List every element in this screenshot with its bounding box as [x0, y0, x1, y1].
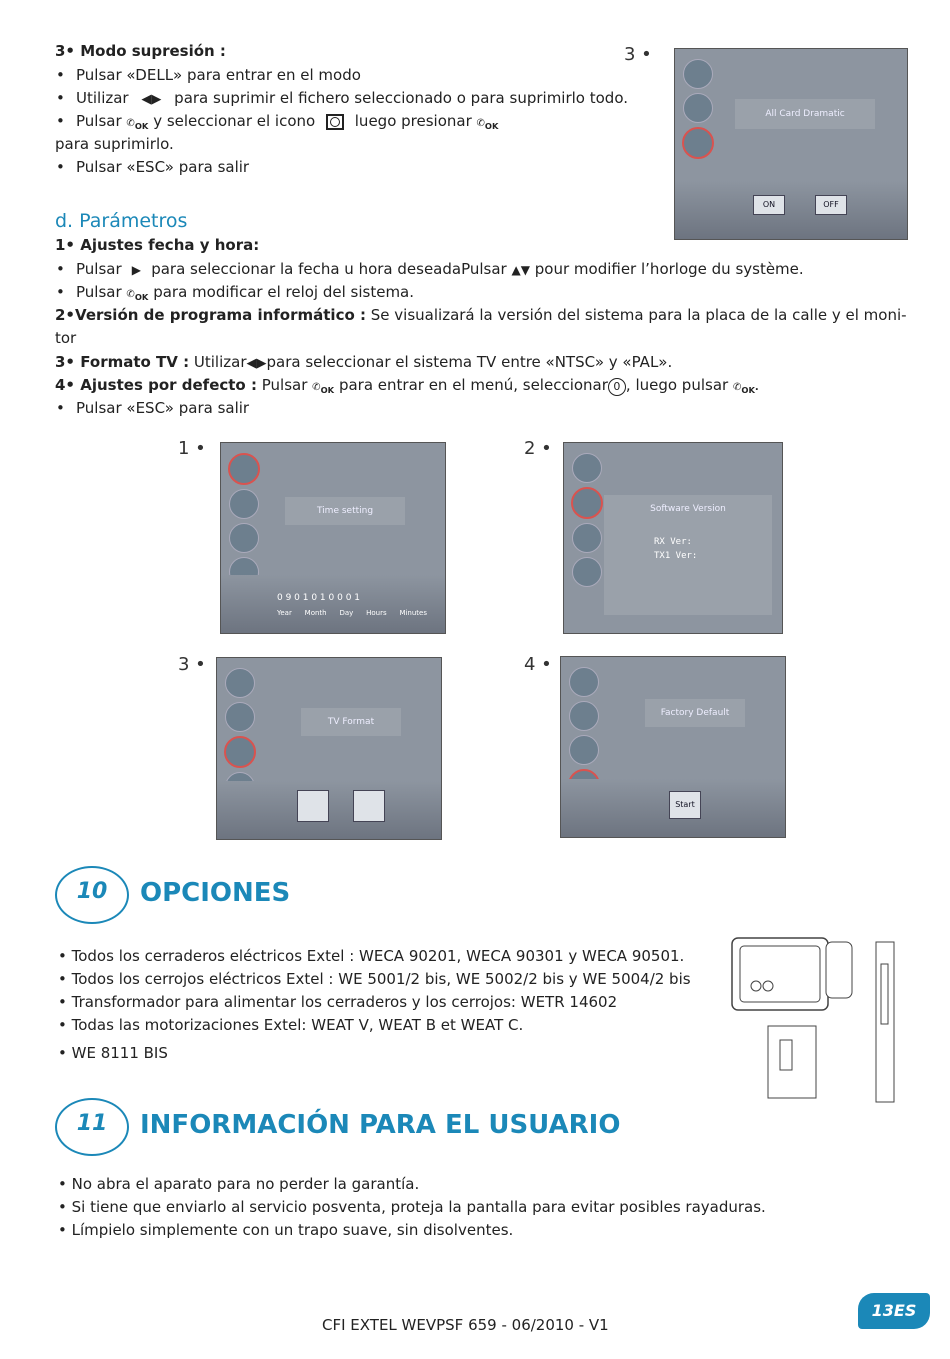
params-b3: • Pulsar «ESC» para salir: [76, 399, 249, 417]
tv-icon: [224, 736, 256, 768]
col-minutes: Minutes: [399, 609, 427, 617]
footer-text: CFI EXTEL WEVPSF 659 - 06/2010 - V1: [322, 1316, 609, 1334]
screen-title: All Card Dramatic: [735, 99, 875, 129]
info-item-1: • No abra el aparato para no perder la garantía.: [58, 1175, 420, 1193]
screen-delete-mode: [674, 48, 908, 240]
params-h2-text: Se visualizará la versión del sistema para la placa de la calle y el moni-: [370, 306, 907, 324]
opciones-item-2: • Todos los cerrojos eléctricos Extel : WE 5001/2 bis, WE 5002/2 bis y WE 5004/2 bis: [58, 970, 691, 988]
supr-l3b: y seleccionar el icono: [153, 112, 316, 130]
col-month: Month: [304, 609, 327, 617]
pal-button[interactable]: [353, 790, 385, 822]
section-11-number: 11: [76, 1111, 108, 1136]
ok-phone-icon: $✆_{OK}$: [312, 382, 335, 395]
supr-l2a: Utilizar: [76, 89, 129, 107]
off-button[interactable]: OFF: [815, 195, 847, 215]
electric-lock-illustration: [726, 924, 916, 1106]
screen1-label: 1 •: [178, 438, 206, 459]
params-h4-text2: para entrar en el menú, seleccionar: [338, 376, 608, 394]
calendar-icon: [683, 93, 713, 123]
rx-version: RX Ver:: [654, 537, 692, 547]
supr-title: 3• Modo supresión :: [55, 42, 226, 60]
screen1-title: Time setting: [285, 497, 405, 525]
version-icon: [229, 489, 259, 519]
col-hours: Hours: [366, 609, 387, 617]
ok-phone-icon: $✆_{OK}$: [126, 118, 149, 131]
tx-version: TX1 Ver:: [654, 551, 698, 561]
clock-icon: [228, 453, 260, 485]
params-h4-text: Pulsar: [261, 376, 308, 394]
screen-sidebar: [570, 449, 604, 627]
supr-line3: [76, 112, 499, 131]
default-icon: [572, 557, 602, 587]
section-info-title: INFORMACIÓN PARA EL USUARIO: [140, 1110, 621, 1140]
screen-bottom-bar: [217, 781, 441, 839]
ok-phone-icon: $✆_{OK}$.: [732, 382, 759, 395]
delete-icon: [682, 127, 714, 159]
tv-icon: [229, 523, 259, 553]
section-11-badge: [55, 1098, 129, 1156]
params-h3-label: 3• Formato TV :: [55, 353, 190, 371]
params-b1c: pour modifier l’horloge du système.: [534, 260, 804, 278]
screen-tv-format: [216, 657, 442, 840]
opciones-item-4: • Todas las motorizaciones Extel: WEAT V, WEAT B et WEAT C.: [58, 1016, 524, 1034]
screen-factory-default: [560, 656, 786, 838]
clock-icon: [225, 668, 255, 698]
params-h2-cont: tor: [55, 329, 77, 347]
ok-phone-icon: $✆_{OK}$: [476, 118, 499, 131]
info-item-2: • Si tiene que enviarlo al servicio posventa, proteja la pantalla para evitar posibles rayaduras.: [58, 1198, 766, 1216]
params-h4: [55, 376, 759, 396]
section-10-number: 10: [76, 879, 108, 904]
zero-circle-icon: 0: [608, 378, 626, 396]
opciones-item-5: • WE 8111 BIS: [58, 1044, 168, 1062]
screen-bottom-bar: [221, 575, 445, 633]
params-h3-text2: para seleccionar el sistema TV entre «NTSC» y «PAL».: [266, 353, 673, 371]
params-b2: [76, 283, 414, 302]
supr-line1: • Pulsar «DELL» para entrar en el modo: [76, 66, 361, 84]
supr-l3c: luego presionar: [354, 112, 472, 130]
params-h2-label: 2•Versión de programa informático :: [55, 306, 366, 324]
params-h3-text: Utilizar: [193, 353, 247, 371]
screen2-title: Software Version: [624, 501, 752, 517]
supr-line4: • Pulsar «ESC» para salir: [76, 158, 249, 176]
screen3-title: TV Format: [301, 708, 401, 736]
params-h4-label: 4• Ajustes por defecto :: [55, 376, 257, 394]
clock-icon: [572, 453, 602, 483]
params-h4-text3: , luego pulsar: [625, 376, 729, 394]
up-down-arrows-icon: ▲▼: [511, 263, 530, 277]
opciones-item-1: • Todos los cerraderos eléctricos Extel : WECA 90201, WECA 90301 y WECA 90501.: [58, 947, 685, 965]
version-icon: [225, 702, 255, 732]
tv-icon: [572, 523, 602, 553]
section-10-badge: [55, 866, 129, 924]
start-button[interactable]: Start: [669, 791, 701, 819]
time-columns: [277, 609, 427, 617]
page-number-badge: 13ES: [858, 1293, 930, 1329]
supr-l3a: Pulsar: [76, 112, 122, 130]
supr-line2: [76, 89, 628, 107]
params-h2: [55, 306, 907, 324]
col-year: Year: [277, 609, 292, 617]
right-arrow-icon: ▶: [131, 263, 142, 277]
photo-icon: [683, 59, 713, 89]
screen2-label: 2 •: [524, 438, 552, 459]
params-b1: [76, 260, 804, 278]
version-icon: [569, 701, 599, 731]
version-icon: [571, 487, 603, 519]
screen3-label: 3 •: [178, 654, 206, 675]
clock-icon: [569, 667, 599, 697]
screen4-title: Factory Default: [645, 699, 745, 727]
on-button[interactable]: ON: [753, 195, 785, 215]
params-b2b: para modificar el reloj del sistema.: [153, 283, 415, 301]
left-right-arrows-icon: ◀▶: [246, 356, 267, 371]
params-b1b: para seleccionar la fecha u hora deseadaPulsar: [151, 260, 507, 278]
screen-top-label: 3 •: [624, 44, 652, 65]
ok-phone-icon: $✆_{OK}$: [126, 289, 149, 302]
screen-bottom-bar: [675, 181, 907, 239]
delete-box-icon: [326, 114, 344, 130]
ntsc-button[interactable]: [297, 790, 329, 822]
params-title: d. Parámetros: [55, 210, 188, 232]
col-day: Day: [339, 609, 354, 617]
params-b2a: Pulsar: [76, 283, 122, 301]
info-item-3: • Límpielo simplemente con un trapo suave, sin disolventes.: [58, 1221, 514, 1239]
supr-l2b: para suprimir el fichero seleccionado o para suprimirlo todo.: [174, 89, 629, 107]
tv-icon: [569, 735, 599, 765]
opciones-item-3: • Transformador para alimentar los cerraderos y los cerrojos: WETR 14602: [58, 993, 618, 1011]
section-opciones-title: OPCIONES: [140, 878, 291, 908]
params-h1: 1• Ajustes fecha y hora:: [55, 236, 260, 254]
screen-software-version: [563, 442, 783, 634]
screen-time-setting: [220, 442, 446, 634]
supr-line3-cont: para suprimirlo.: [55, 135, 174, 153]
params-h3: [55, 353, 672, 371]
screen4-label: 4 •: [524, 654, 552, 675]
time-digits: 0 9 0 1 0 1 0 0 0 1: [277, 593, 361, 603]
params-b1a: Pulsar: [76, 260, 122, 278]
left-right-arrows-icon: ◀▶: [141, 92, 162, 107]
